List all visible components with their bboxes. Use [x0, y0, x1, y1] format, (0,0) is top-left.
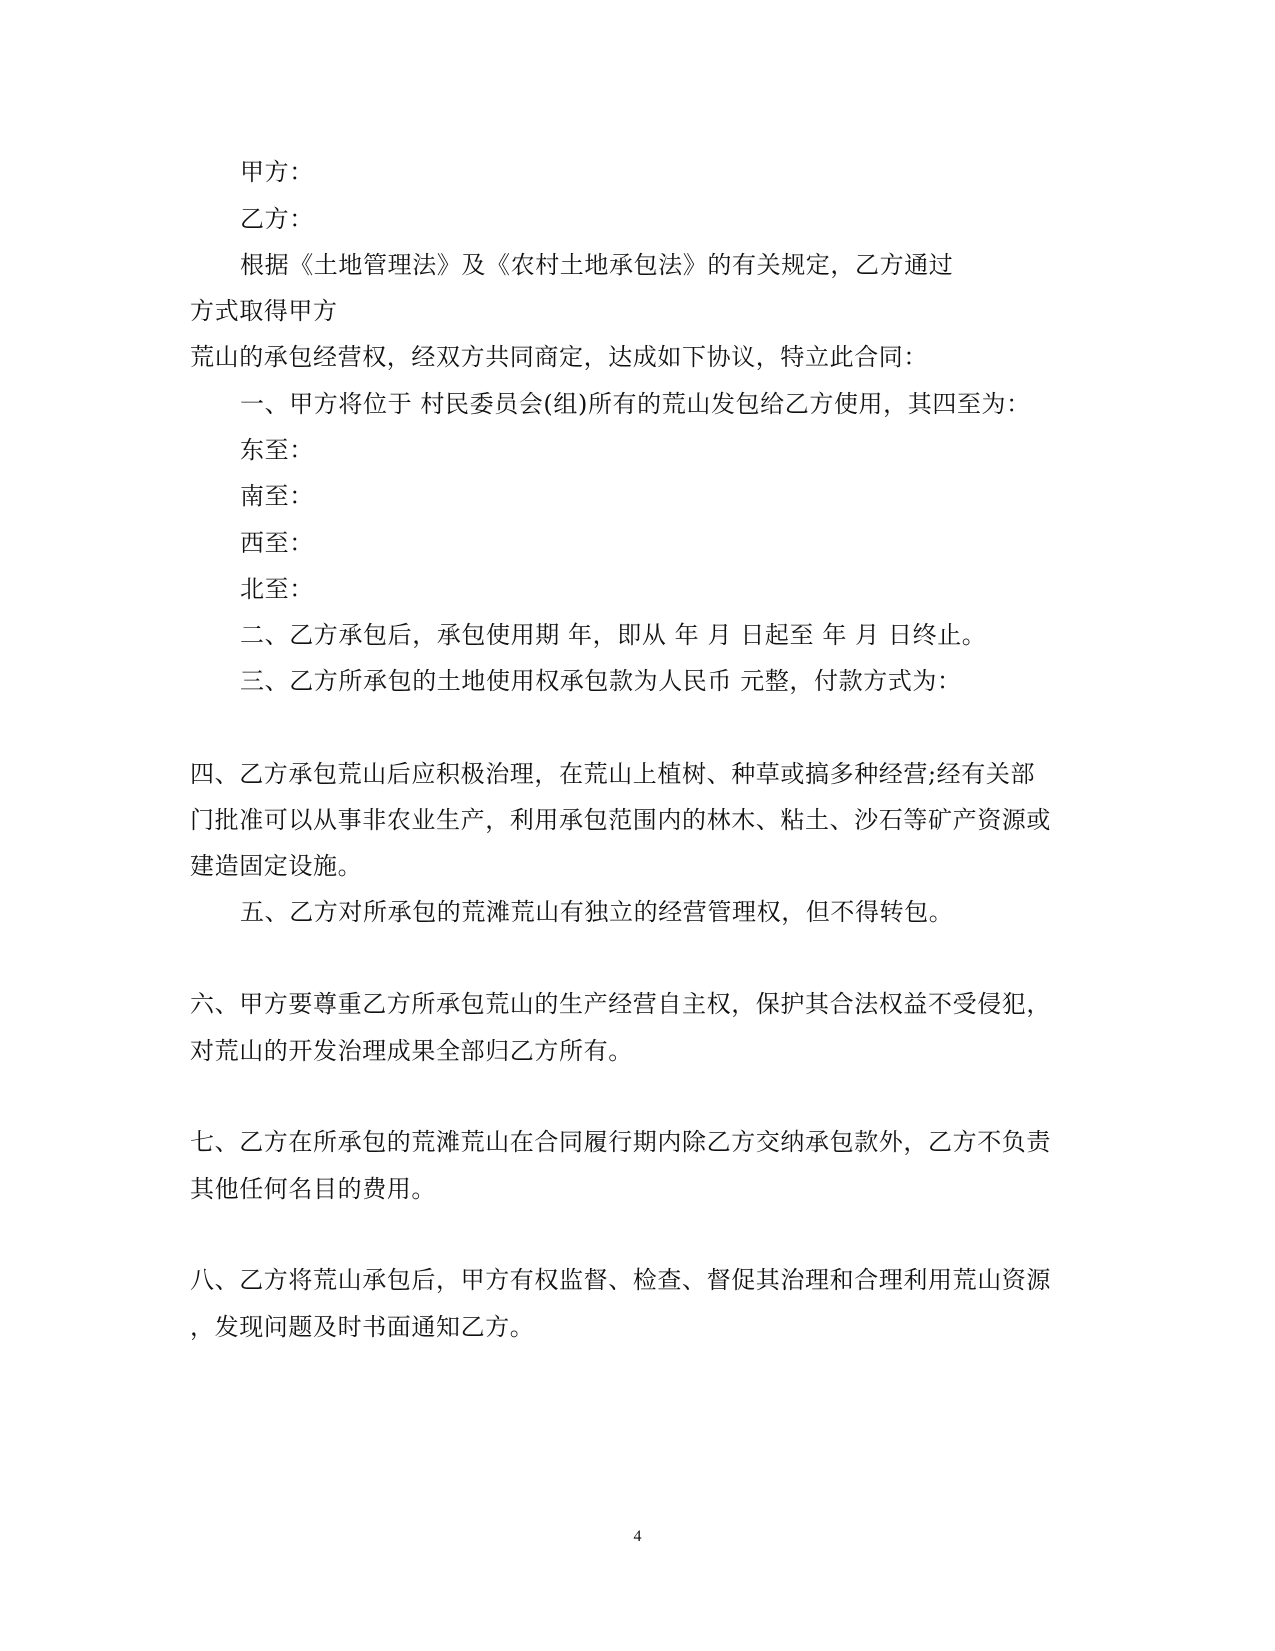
clause-4-line-1: 四、乙方承包荒山后应积极治理，在荒山上植树、种草或搞多种经营;经有关部	[190, 760, 1036, 788]
party-a-line: 甲方：	[240, 158, 314, 186]
boundary-west: 西至：	[240, 529, 314, 557]
clause-8-line-1: 八、乙方将荒山承包后，甲方有权监督、检查、督促其治理和合理利用荒山资源	[190, 1266, 1051, 1294]
clause-6-line-1: 六、甲方要尊重乙方所承包荒山的生产经营自主权，保护其合法权益不受侵犯，	[190, 990, 1051, 1018]
clause-3-text: 三、乙方所承包的土地使用权承包款为人民币 元整，付款方式为：	[240, 667, 962, 695]
preamble-line-2: 方式取得甲方	[190, 297, 338, 325]
boundary-north: 北至：	[240, 575, 314, 603]
clause-1-text: 一、甲方将位于 村民委员会(组)所有的荒山发包给乙方使用，其四至为：	[240, 390, 1031, 418]
clause-6-line-2: 对荒山的开发治理成果全部归乙方所有。	[190, 1037, 633, 1065]
page-number: 4	[633, 1528, 642, 1545]
clause-7-line-1: 七、乙方在所承包的荒滩荒山在合同履行期内除乙方交纳承包款外，乙方不负责	[190, 1128, 1051, 1156]
clause-5-text: 五、乙方对所承包的荒滩荒山有独立的经营管理权，但不得转包。	[240, 898, 954, 926]
preamble-line-3: 荒山的承包经营权，经双方共同商定，达成如下协议，特立此合同：	[190, 343, 928, 371]
clause-4-line-2: 门批准可以从事非农业生产，利用承包范围内的林木、粘土、沙石等矿产资源或	[190, 806, 1051, 834]
clause-2-text: 二、乙方承包后，承包使用期 年，即从 年 月 日起至 年 月 日终止。	[240, 621, 987, 649]
boundary-east: 东至：	[240, 436, 314, 464]
clause-8-line-2: ，发现问题及时书面通知乙方。	[190, 1313, 535, 1341]
clause-7-line-2: 其他任何名目的费用。	[190, 1175, 436, 1203]
party-b-line: 乙方：	[240, 205, 314, 233]
boundary-south: 南至：	[240, 482, 314, 510]
preamble-line-1: 根据《土地管理法》及《农村土地承包法》的有关规定，乙方通过	[240, 251, 954, 279]
clause-4-line-3: 建造固定设施。	[190, 852, 363, 880]
